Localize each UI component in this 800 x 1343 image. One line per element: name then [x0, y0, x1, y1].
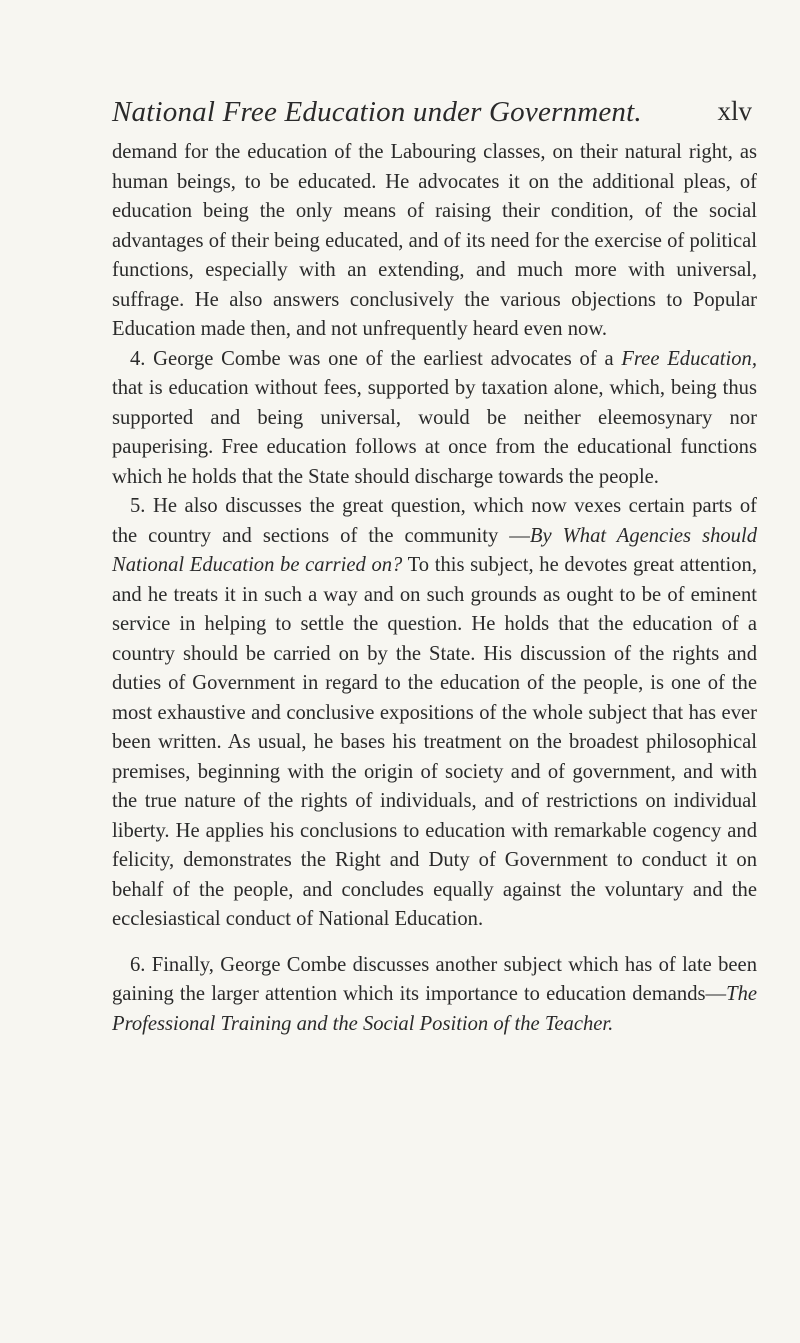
paragraph-2-text-b: that is education without fees, supported by taxation alone, which, being thus supported and being universal, would be neither eleemosynary nor pauperising. Free education follows at once from the educational functions which he holds that the State should discharge towards the people.	[112, 377, 757, 488]
paragraph-1-text: demand for the education of the Labouring classes, on their natural right, as human beings, to be educated. He advocates it on the additional pleas, of education being the only means of raising their condition, of the social advantages of their being educated, and of its need for the exercise of political functions, especially with an extending, and much more with universal, suffrage. He also answers conclusively the various objections to Popular Education made then, and not unfrequently heard even now.	[112, 141, 757, 340]
page-number: xlv	[717, 96, 752, 126]
paragraph-3-text-b: To this subject, he devotes great attention, and he treats it in such a way and on such grounds as ought to be of eminent service in helping to settle the question. He holds that the education of a country should be carried on by the State. His discussion of the rights and duties of Government in regard to the education of the people, is one of the most exhaustive and conclusive expositions of the whole subject that has ever been written. As usual, he bases his treatment on the broadest philosophical premises, beginning with the origin of society and of government, and with the true nature of the rights of individuals, and of restrictions on individual liberty. He applies his conclusions to education with remarkable cogency and felicity, demonstrates the Right and Duty of Government to conduct it on behalf of the people, and concludes equally against the voluntary and the ecclesiastical conduct of National Education.	[112, 554, 757, 930]
paragraph-2-text-a: 4. George Combe was one of the earliest advocates of a	[130, 347, 622, 370]
running-title: National Free Education under Government.	[112, 96, 642, 128]
paragraph-3-text-a: 5. He also discusses the great question, which now vexes certain parts of the country and sections of the community —	[112, 495, 757, 547]
paragraph-1	[112, 138, 757, 345]
paragraph-2	[112, 345, 757, 493]
paragraph-2-italic-free-education: Free Education,	[621, 347, 757, 370]
page-header	[112, 96, 752, 136]
paragraph-4	[112, 951, 757, 1040]
paragraph-3-italic-question: By What Agencies should National Education be carried on?	[112, 524, 757, 576]
paragraph-4-text-a: 6. Finally, George Combe discusses another subject which has of late been gaining the larger attention which its importance to education demands—	[112, 953, 757, 1005]
body-text	[112, 138, 757, 1039]
paragraph-3	[112, 492, 757, 935]
paragraph-4-italic-title: The Professional Training and the Social Position of the Teacher.	[112, 983, 757, 1035]
